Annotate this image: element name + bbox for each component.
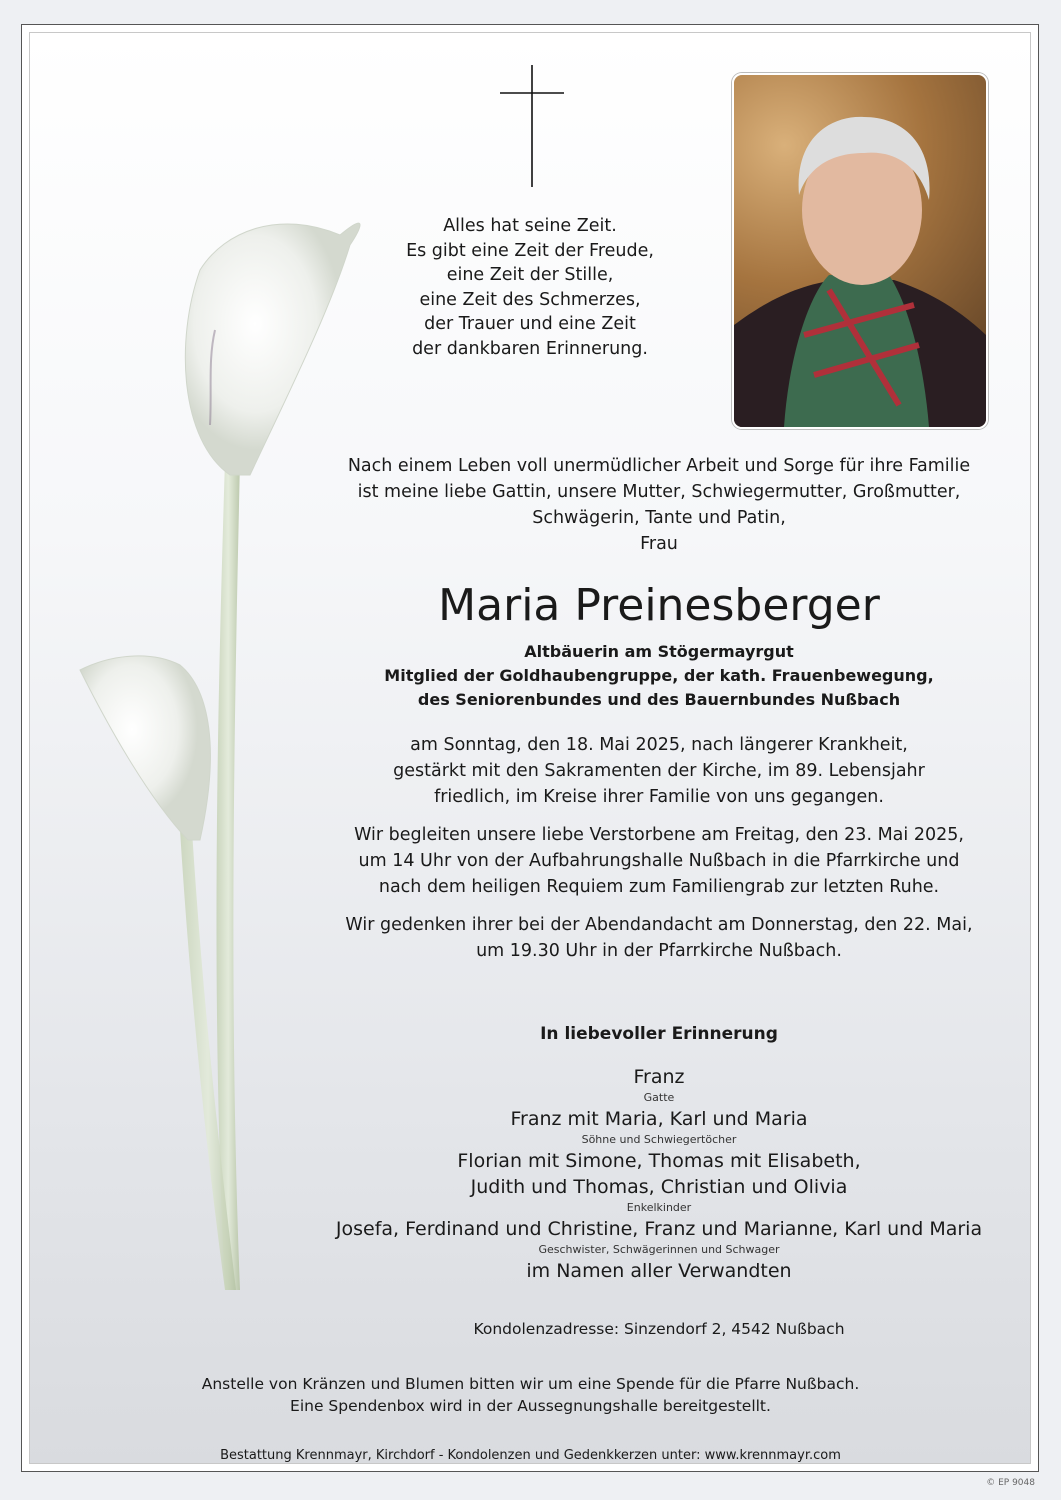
mourner-names: Franz mit Maria, Karl und Maria (510, 1108, 808, 1130)
mourner-relation: Gatte (643, 1091, 675, 1104)
funeral-line: nach dem heiligen Requiem zum Familiengrab zur letzten Ruhe. (378, 877, 940, 897)
memory-heading: In liebevoller Erinnerung (540, 1024, 778, 1044)
death-line: gestärkt mit den Sakramenten der Kirche, im 89. Lebensjahr (393, 761, 925, 781)
intro-text (0, 453, 1061, 557)
death-notice (0, 732, 1061, 810)
intro-line: ist meine liebe Gattin, unsere Mutter, Schwiegermutter, Großmutter, (357, 482, 961, 502)
poem-line: der Trauer und eine Zeit (424, 314, 636, 334)
deceased-name: Maria Preinesberger (438, 580, 880, 631)
role-line: Altbäuerin am Stögermayrgut (524, 642, 794, 661)
role-line: des Seniorenbundes und des Bauernbundes Nußbach (417, 690, 901, 709)
poem-line: Alles hat seine Zeit. (443, 216, 617, 236)
funeral-home-footer: Bestattung Krennmayr, Kirchdorf - Kondolenzen und Gedenkkerzen unter: www.krennmayr.com (220, 1448, 841, 1463)
prayer-line: Wir gedenken ihrer bei der Abendandacht am Donnerstag, den 22. Mai, (345, 915, 973, 935)
mourner-names: Judith und Thomas, Christian und Olivia (470, 1176, 848, 1198)
funeral-info (0, 822, 1061, 900)
mourner-names: Florian mit Simone, Thomas mit Elisabeth, (457, 1150, 861, 1172)
donation-note (0, 1373, 1061, 1417)
mourner-relation: Söhne und Schwiegertöcher (581, 1133, 737, 1146)
poem-line: der dankbaren Erinnerung. (412, 338, 648, 359)
poem-line: eine Zeit der Stille, (446, 265, 614, 285)
mourner-relation: Geschwister, Schwägerinnen und Schwager (538, 1243, 780, 1256)
donation-line: Eine Spendenbox wird in der Aussegnungshalle bereitgestellt. (290, 1397, 771, 1415)
mourners-list (0, 1064, 1061, 1284)
prayer-line: um 19.30 Uhr in der Pfarrkirche Nußbach. (476, 941, 842, 961)
condolence-address: Kondolenzadresse: Sinzendorf 2, 4542 Nußbach (473, 1320, 845, 1338)
all-relatives: im Namen aller Verwandten (526, 1260, 792, 1282)
intro-line: Nach einem Leben voll unermüdlicher Arbeit und Sorge für ihre Familie (347, 456, 971, 476)
mourner-relation: Enkelkinder (626, 1201, 692, 1214)
cross-icon (500, 65, 564, 187)
portrait-photo (732, 73, 988, 429)
intro-line: Frau (640, 534, 678, 554)
funeral-line: um 14 Uhr von der Aufbahrungshalle Nußbach in die Pfarrkirche und (358, 851, 960, 871)
role-line: Mitglied der Goldhaubengruppe, der kath. Frauenbewegung, (384, 666, 934, 685)
mourner-names: Franz (633, 1066, 685, 1088)
mourner-names: Josefa, Ferdinand und Christine, Franz und Marianne, Karl und Maria (335, 1218, 983, 1240)
poem-line: Es gibt eine Zeit der Freude, (406, 240, 654, 261)
copyright: © EP 9048 (986, 1478, 1035, 1488)
death-line: am Sonntag, den 18. Mai 2025, nach längerer Krankheit, (410, 735, 908, 755)
intro-line: Schwägerin, Tante und Patin, (532, 508, 786, 528)
poem (380, 214, 680, 361)
prayer-info (0, 912, 1061, 964)
donation-line: Anstelle von Kränzen und Blumen bitten wir um eine Spende für die Pfarre Nußbach. (201, 1375, 860, 1393)
roles (0, 640, 1061, 712)
funeral-line: Wir begleiten unsere liebe Verstorbene am Freitag, den 23. Mai 2025, (354, 825, 964, 845)
death-line: friedlich, im Kreise ihrer Familie von uns gegangen. (434, 787, 884, 807)
poem-line: eine Zeit des Schmerzes, (419, 289, 641, 310)
